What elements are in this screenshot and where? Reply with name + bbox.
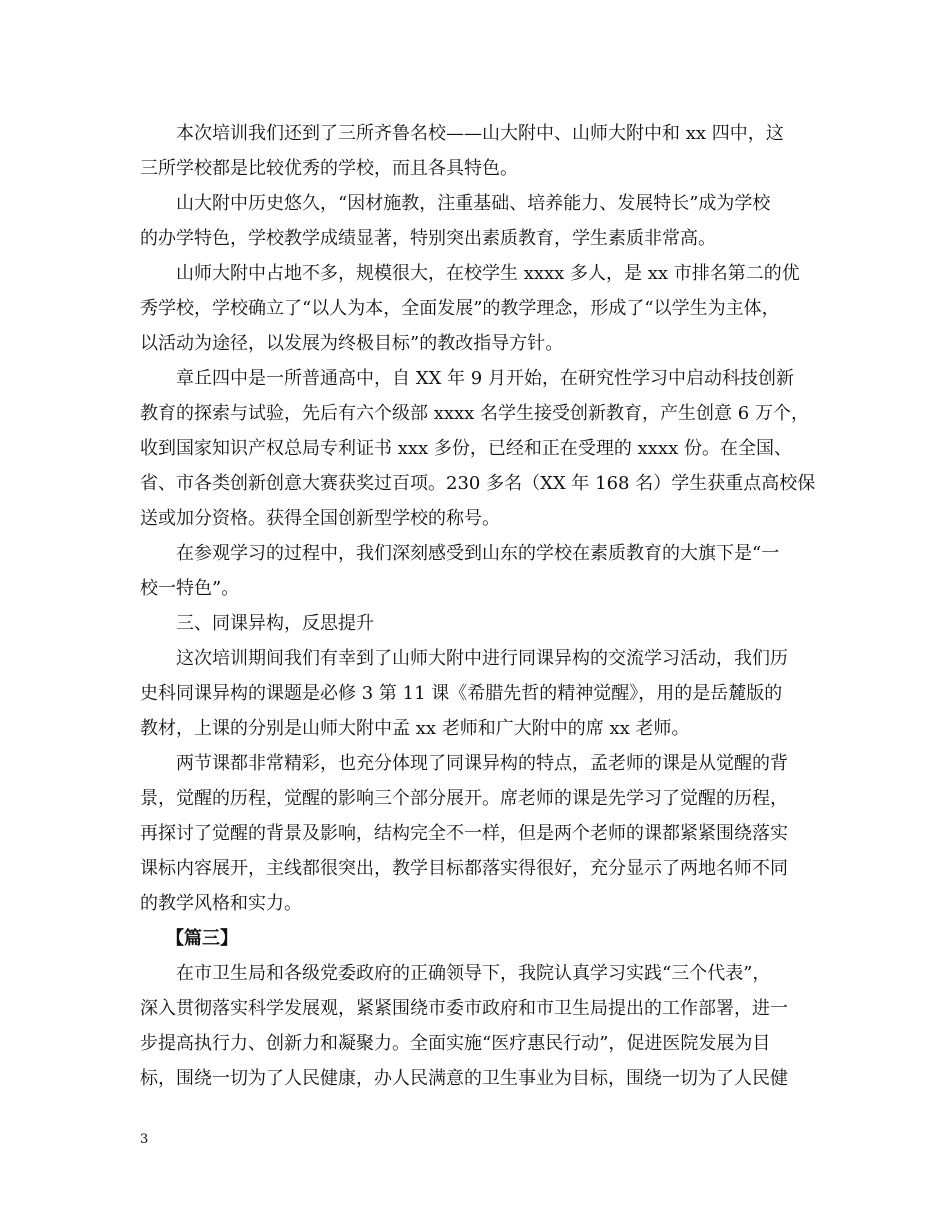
text-line: 章丘四中是一所普通高中，自 XX 年 9 月开始，在研究性学习中启动科技创新 xyxy=(176,368,794,389)
text-line: 以活动为途径，以发展为终极目标”的教改指导方针。 xyxy=(140,333,564,354)
section-heading: 三、同课异构，反思提升 xyxy=(176,613,374,634)
text-line: 深入贯彻落实科学发展观，紧紧围绕市委市政府和市卫生局提出的工作部署，进一 xyxy=(140,998,788,1019)
chapter-heading: 【篇三】 xyxy=(166,928,238,949)
text-line: 的办学特色，学校教学成绩显著，特别突出素质教育，学生素质非常高。 xyxy=(140,228,716,249)
text-line: 收到国家知识产权总局专利证书 xxx 多份，已经和正在受理的 xxxx 份。在全国、 xyxy=(140,438,792,459)
text-line: 山大附中历史悠久，“因材施教，注重基础、培养能力、发展特长”成为学校 xyxy=(176,193,771,214)
text-line: 三所学校都是比较优秀的学校，而且各具特色。 xyxy=(140,158,518,179)
text-line: 再探讨了觉醒的背景及影响，结构完全不一样，但是两个老师的课都紧紧围绕落实 xyxy=(140,823,788,844)
text-line: 景，觉醒的历程，觉醒的影响三个部分展开。席老师的课是先学习了觉醒的历程， xyxy=(140,788,788,809)
text-line: 两节课都非常精彩，也充分体现了同课异构的特点，孟老师的课是从觉醒的背 xyxy=(176,753,788,774)
text-line: 秀学校，学校确立了“以人为本，全面发展”的教学理念，形成了“以学生为主体， xyxy=(140,298,780,319)
text-line: 送或加分资格。获得全国创新型学校的称号。 xyxy=(140,508,500,529)
text-line: 省、市各类创新创意大赛获奖过百项。230 多名（XX 年 168 名）学生获重点高校保 xyxy=(140,473,816,494)
text-line: 在市卫生局和各级党委政府的正确领导下，我院认真学习实践“三个代表”， xyxy=(176,963,771,984)
text-line: 教育的探索与试验，先后有六个级部 xxxx 名学生接受创新教育，产生创意 6 万个， xyxy=(140,403,809,424)
text-line: 的教学风格和实力。 xyxy=(140,893,302,914)
text-line: 史科同课异构的课题是必修 3 第 11 课《希腊先哲的精神觉醒》，用的是岳麓版的 xyxy=(140,683,783,704)
text-line: 教材，上课的分别是山师大附中孟 xx 老师和广大附中的席 xx 老师。 xyxy=(140,718,690,739)
text-line: 课标内容展开，主线都很突出，教学目标都落实得很好，充分显示了两地名师不同 xyxy=(140,858,788,879)
text-line: 标，围绕一切为了人民健康，办人民满意的卫生事业为目标，围绕一切为了人民健 xyxy=(140,1068,788,1089)
text-line: 这次培训期间我们有幸到了山师大附中进行同课异构的交流学习活动，我们历 xyxy=(176,648,788,669)
text-line: 步提高执行力、创新力和凝聚力。全面实施“医疗惠民行动”，促进医院发展为目 xyxy=(140,1033,771,1054)
text-line: 山师大附中占地不多，规模很大，在校学生 xxxx 多人，是 xx 市排名第二的优 xyxy=(176,263,800,284)
text-line: 本次培训我们还到了三所齐鲁名校——山大附中、山师大附中和 xx 四中，这 xyxy=(176,123,784,144)
text-line: 校一特色”。 xyxy=(140,578,240,599)
page-number: 3 xyxy=(140,1132,149,1147)
text-line: 在参观学习的过程中，我们深刻感受到山东的学校在素质教育的大旗下是“一 xyxy=(176,543,780,564)
